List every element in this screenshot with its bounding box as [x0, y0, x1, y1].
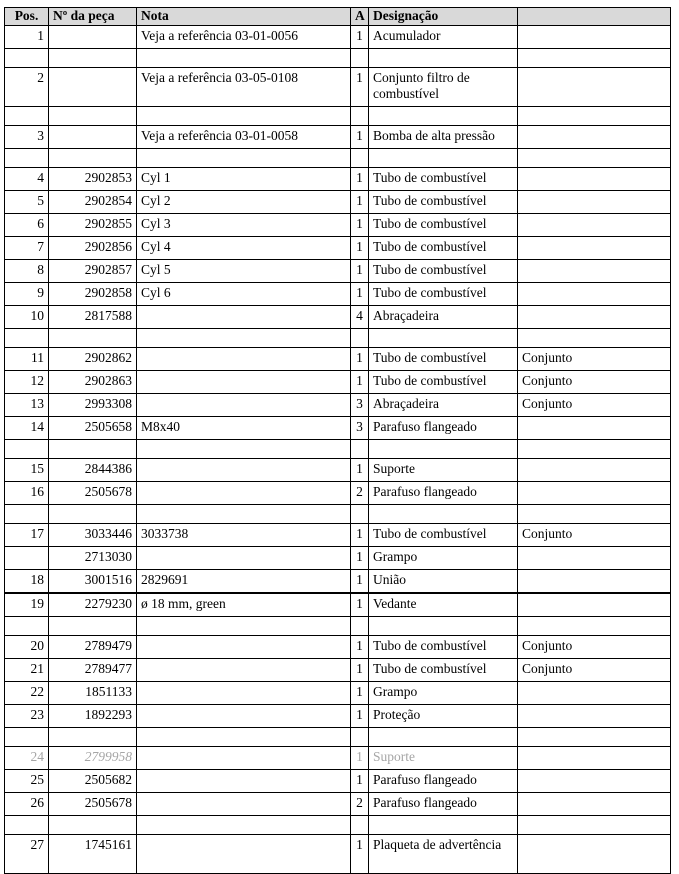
cell-extra [518, 770, 671, 793]
table-row [5, 394, 671, 417]
empty-cell [518, 107, 671, 126]
cell-qty: 1 [351, 682, 369, 705]
spacer-row [5, 149, 671, 168]
table-row [5, 26, 671, 49]
cell-pos [5, 547, 49, 570]
cell-extra: Conjunto [518, 394, 671, 417]
empty-cell [49, 440, 137, 459]
table-row [5, 260, 671, 283]
empty-cell [351, 816, 369, 835]
cell-note: Veja a referência 03-01-0056 [137, 26, 351, 49]
cell-note: Veja a referência 03-05-0108 [137, 68, 351, 107]
cell-extra [518, 682, 671, 705]
empty-cell [369, 617, 518, 636]
cell-extra [518, 168, 671, 191]
cell-part-number: 2902862 [49, 348, 137, 371]
cell-pos: 3 [5, 126, 49, 149]
cell-part-number: 1851133 [49, 682, 137, 705]
cell-extra [518, 835, 671, 874]
table-row [5, 168, 671, 191]
cell-extra [518, 126, 671, 149]
spacer-row [5, 329, 671, 348]
empty-cell [5, 728, 49, 747]
table-row [5, 770, 671, 793]
cell-pos: 26 [5, 793, 49, 816]
cell-note: Cyl 6 [137, 283, 351, 306]
cell-pos: 13 [5, 394, 49, 417]
cell-note: Cyl 1 [137, 168, 351, 191]
cell-extra [518, 747, 671, 770]
cell-extra [518, 214, 671, 237]
cell-designation: Tubo de combustível [369, 260, 518, 283]
cell-qty: 1 [351, 214, 369, 237]
empty-cell [369, 440, 518, 459]
cell-pos: 9 [5, 283, 49, 306]
table-row [5, 747, 671, 770]
table-row [5, 191, 671, 214]
table-row [5, 348, 671, 371]
empty-cell [351, 49, 369, 68]
cell-note: M8x40 [137, 417, 351, 440]
cell-extra [518, 237, 671, 260]
cell-qty: 1 [351, 547, 369, 570]
cell-part-number: 2844386 [49, 459, 137, 482]
table-row [5, 835, 671, 874]
cell-extra [518, 547, 671, 570]
cell-extra [518, 260, 671, 283]
cell-note [137, 705, 351, 728]
cell-qty: 1 [351, 348, 369, 371]
spacer-row [5, 728, 671, 747]
cell-qty: 1 [351, 68, 369, 107]
spacer-row [5, 617, 671, 636]
cell-pos: 18 [5, 570, 49, 594]
cell-extra [518, 793, 671, 816]
cell-extra [518, 482, 671, 505]
cell-pos: 8 [5, 260, 49, 283]
cell-pos: 20 [5, 636, 49, 659]
cell-qty: 1 [351, 593, 369, 617]
cell-pos: 23 [5, 705, 49, 728]
empty-cell [137, 617, 351, 636]
cell-designation: Acumulador [369, 26, 518, 49]
cell-extra [518, 191, 671, 214]
cell-note: Cyl 3 [137, 214, 351, 237]
cell-pos: 22 [5, 682, 49, 705]
empty-cell [518, 617, 671, 636]
cell-designation: Conjunto filtro de combustível [369, 68, 518, 107]
cell-pos: 14 [5, 417, 49, 440]
cell-extra: Conjunto [518, 371, 671, 394]
cell-designation: Grampo [369, 682, 518, 705]
cell-part-number: 2902853 [49, 168, 137, 191]
cell-extra: Conjunto [518, 659, 671, 682]
table-row [5, 524, 671, 547]
cell-note: ø 18 mm, green [137, 593, 351, 617]
cell-designation: Tubo de combustível [369, 371, 518, 394]
spacer-row [5, 816, 671, 835]
empty-cell [137, 49, 351, 68]
cell-designation: Suporte [369, 747, 518, 770]
cell-qty: 1 [351, 283, 369, 306]
cell-note: Cyl 4 [137, 237, 351, 260]
cell-designation: Tubo de combustível [369, 524, 518, 547]
empty-cell [49, 149, 137, 168]
cell-qty: 2 [351, 793, 369, 816]
cell-note [137, 547, 351, 570]
cell-note [137, 459, 351, 482]
cell-pos: 19 [5, 593, 49, 617]
table-row [5, 682, 671, 705]
cell-pos: 6 [5, 214, 49, 237]
header-qty: A [351, 8, 369, 26]
empty-cell [351, 440, 369, 459]
table-row [5, 636, 671, 659]
cell-designation: Vedante [369, 593, 518, 617]
cell-part-number: 2993308 [49, 394, 137, 417]
cell-qty: 1 [351, 126, 369, 149]
cell-qty: 1 [351, 459, 369, 482]
cell-qty: 1 [351, 570, 369, 594]
cell-extra [518, 68, 671, 107]
empty-cell [351, 329, 369, 348]
cell-part-number: 2789479 [49, 636, 137, 659]
table-row [5, 417, 671, 440]
empty-cell [49, 816, 137, 835]
cell-designation: Abraçadeira [369, 394, 518, 417]
empty-cell [5, 107, 49, 126]
header-row [5, 8, 671, 26]
empty-cell [137, 816, 351, 835]
empty-cell [49, 329, 137, 348]
cell-pos: 5 [5, 191, 49, 214]
cell-pos: 17 [5, 524, 49, 547]
cell-note [137, 770, 351, 793]
table-row [5, 547, 671, 570]
cell-pos: 25 [5, 770, 49, 793]
empty-cell [137, 505, 351, 524]
cell-extra [518, 26, 671, 49]
cell-designation: União [369, 570, 518, 594]
header-extra [518, 8, 671, 26]
spacer-row [5, 107, 671, 126]
cell-designation: Parafuso flangeado [369, 417, 518, 440]
empty-cell [369, 107, 518, 126]
cell-qty: 3 [351, 417, 369, 440]
cell-designation: Plaqueta de advertência [369, 835, 518, 874]
table-row [5, 459, 671, 482]
empty-cell [49, 617, 137, 636]
empty-cell [351, 505, 369, 524]
cell-part-number [49, 26, 137, 49]
cell-part-number: 2902854 [49, 191, 137, 214]
cell-part-number: 2505682 [49, 770, 137, 793]
cell-qty: 1 [351, 835, 369, 874]
spacer-row [5, 440, 671, 459]
table-row [5, 593, 671, 617]
empty-cell [369, 816, 518, 835]
empty-cell [137, 107, 351, 126]
cell-extra: Conjunto [518, 348, 671, 371]
cell-designation: Tubo de combustível [369, 214, 518, 237]
cell-qty: 1 [351, 636, 369, 659]
empty-cell [351, 617, 369, 636]
cell-extra [518, 417, 671, 440]
cell-designation: Tubo de combustível [369, 168, 518, 191]
cell-note [137, 747, 351, 770]
cell-designation: Suporte [369, 459, 518, 482]
empty-cell [137, 329, 351, 348]
empty-cell [351, 728, 369, 747]
cell-note [137, 348, 351, 371]
table-row [5, 482, 671, 505]
empty-cell [351, 149, 369, 168]
header-note: Nota [137, 8, 351, 26]
empty-cell [49, 505, 137, 524]
cell-designation: Tubo de combustível [369, 636, 518, 659]
empty-cell [5, 440, 49, 459]
cell-part-number: 2789477 [49, 659, 137, 682]
cell-note [137, 306, 351, 329]
cell-qty: 2 [351, 482, 369, 505]
table-row [5, 793, 671, 816]
cell-qty: 1 [351, 524, 369, 547]
cell-designation: Parafuso flangeado [369, 793, 518, 816]
cell-pos: 7 [5, 237, 49, 260]
cell-pos: 21 [5, 659, 49, 682]
cell-designation: Abraçadeira [369, 306, 518, 329]
empty-cell [5, 816, 49, 835]
cell-extra [518, 459, 671, 482]
empty-cell [49, 49, 137, 68]
cell-designation: Grampo [369, 547, 518, 570]
cell-designation: Parafuso flangeado [369, 770, 518, 793]
cell-extra: Conjunto [518, 636, 671, 659]
empty-cell [351, 107, 369, 126]
header-designation: Designação [369, 8, 518, 26]
cell-designation: Tubo de combustível [369, 283, 518, 306]
cell-extra [518, 283, 671, 306]
empty-cell [369, 149, 518, 168]
empty-cell [369, 505, 518, 524]
empty-cell [518, 149, 671, 168]
cell-qty: 4 [351, 306, 369, 329]
cell-designation: Proteção [369, 705, 518, 728]
cell-note: Cyl 2 [137, 191, 351, 214]
cell-extra [518, 306, 671, 329]
empty-cell [5, 617, 49, 636]
empty-cell [5, 49, 49, 68]
spacer-row [5, 49, 671, 68]
cell-pos: 1 [5, 26, 49, 49]
cell-qty: 3 [351, 394, 369, 417]
empty-cell [49, 728, 137, 747]
header-pos: Pos. [5, 8, 49, 26]
table-row [5, 126, 671, 149]
cell-part-number: 2902863 [49, 371, 137, 394]
cell-part-number: 3001516 [49, 570, 137, 594]
cell-part-number: 2505678 [49, 482, 137, 505]
empty-cell [369, 728, 518, 747]
cell-note [137, 793, 351, 816]
empty-cell [137, 728, 351, 747]
table-row [5, 68, 671, 107]
cell-part-number: 1892293 [49, 705, 137, 728]
table-row [5, 705, 671, 728]
cell-designation: Tubo de combustível [369, 659, 518, 682]
empty-cell [518, 728, 671, 747]
cell-qty: 1 [351, 659, 369, 682]
cell-part-number: 2902856 [49, 237, 137, 260]
cell-part-number: 2817588 [49, 306, 137, 329]
cell-note: 2829691 [137, 570, 351, 594]
cell-part-number: 3033446 [49, 524, 137, 547]
cell-extra [518, 593, 671, 617]
cell-pos: 10 [5, 306, 49, 329]
cell-designation: Parafuso flangeado [369, 482, 518, 505]
cell-pos: 16 [5, 482, 49, 505]
cell-note [137, 682, 351, 705]
cell-pos: 24 [5, 747, 49, 770]
empty-cell [518, 440, 671, 459]
empty-cell [137, 149, 351, 168]
cell-part-number: 2279230 [49, 593, 137, 617]
table-row [5, 659, 671, 682]
cell-part-number: 2902858 [49, 283, 137, 306]
empty-cell [49, 107, 137, 126]
cell-note [137, 636, 351, 659]
cell-note: Cyl 5 [137, 260, 351, 283]
empty-cell [5, 149, 49, 168]
cell-qty: 1 [351, 770, 369, 793]
cell-qty: 1 [351, 705, 369, 728]
table-row [5, 371, 671, 394]
cell-qty: 1 [351, 191, 369, 214]
cell-designation: Tubo de combustível [369, 348, 518, 371]
cell-extra: Conjunto [518, 524, 671, 547]
cell-designation: Bomba de alta pressão [369, 126, 518, 149]
cell-note [137, 482, 351, 505]
cell-qty: 1 [351, 26, 369, 49]
cell-part-number [49, 126, 137, 149]
cell-extra [518, 570, 671, 594]
table-row [5, 283, 671, 306]
parts-table-body [5, 26, 671, 874]
empty-cell [5, 329, 49, 348]
cell-pos: 12 [5, 371, 49, 394]
cell-qty: 1 [351, 371, 369, 394]
cell-note: 3033738 [137, 524, 351, 547]
cell-pos: 11 [5, 348, 49, 371]
cell-part-number: 2902857 [49, 260, 137, 283]
cell-qty: 1 [351, 747, 369, 770]
parts-table [4, 7, 671, 874]
spacer-row [5, 505, 671, 524]
table-row [5, 214, 671, 237]
cell-extra [518, 705, 671, 728]
empty-cell [518, 329, 671, 348]
cell-part-number: 2713030 [49, 547, 137, 570]
empty-cell [518, 816, 671, 835]
cell-part-number: 2505658 [49, 417, 137, 440]
cell-note [137, 371, 351, 394]
cell-pos: 27 [5, 835, 49, 874]
cell-note [137, 659, 351, 682]
cell-part-number: 1745161 [49, 835, 137, 874]
empty-cell [5, 505, 49, 524]
cell-qty: 1 [351, 168, 369, 191]
cell-designation: Tubo de combustível [369, 237, 518, 260]
cell-note [137, 394, 351, 417]
cell-part-number: 2902855 [49, 214, 137, 237]
cell-pos: 15 [5, 459, 49, 482]
empty-cell [137, 440, 351, 459]
cell-part-number: 2505678 [49, 793, 137, 816]
cell-note: Veja a referência 03-01-0058 [137, 126, 351, 149]
header-part-number: Nº da peça [49, 8, 137, 26]
table-row [5, 237, 671, 260]
cell-note [137, 835, 351, 874]
empty-cell [518, 505, 671, 524]
cell-qty: 1 [351, 237, 369, 260]
cell-pos: 4 [5, 168, 49, 191]
cell-part-number: 2799958 [49, 747, 137, 770]
cell-pos: 2 [5, 68, 49, 107]
empty-cell [369, 49, 518, 68]
table-row [5, 570, 671, 594]
cell-designation: Tubo de combustível [369, 191, 518, 214]
empty-cell [518, 49, 671, 68]
empty-cell [369, 329, 518, 348]
table-row [5, 306, 671, 329]
cell-part-number [49, 68, 137, 107]
cell-qty: 1 [351, 260, 369, 283]
